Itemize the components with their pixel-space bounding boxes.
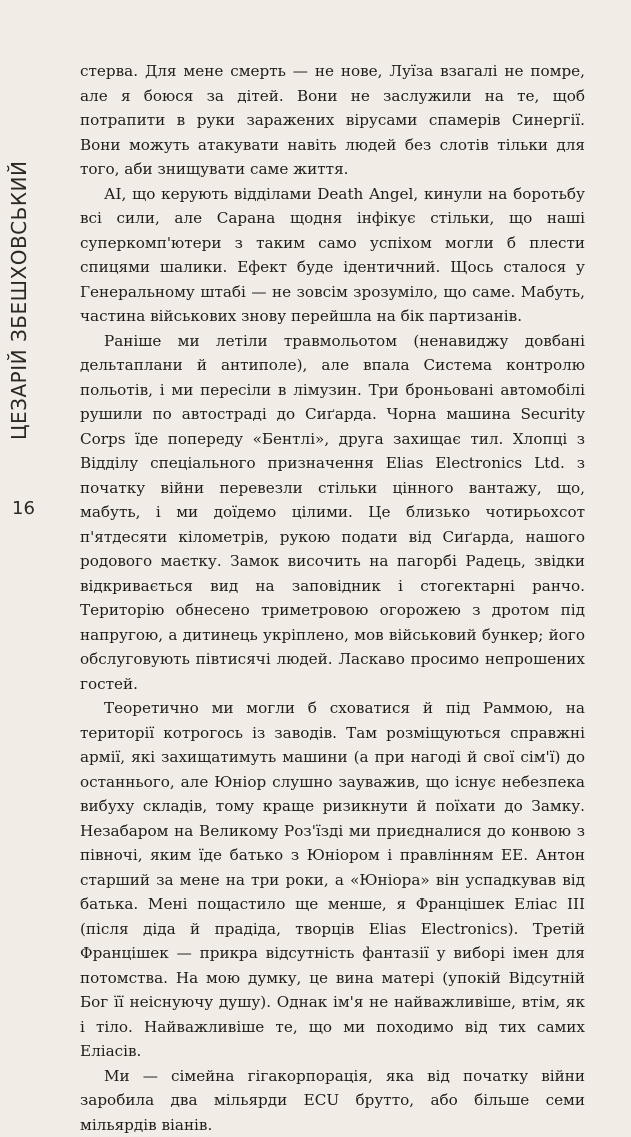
running-head-author: ЦЕЗАРІЙ ЗБЕШХОВСЬКИЙ <box>4 150 34 450</box>
paragraph: Раніше ми летіли травмольотом (ненавиджу довбані дельтаплани й антиполе), але впала Система контролю польотів, і ми пересіли в лімузин. Три броньовані автомобілі рушили по автостраді до Сиґарда. Чорна машина Security Corps їде попереду «Бентлі», друга захищає тил. Хлопці з Відділу спеціального призначення Elias Electronics Ltd. з початку війни перевезли стільки цінного вантажу, що, мабуть, і ми доїдемо цілими. Це близько чотирьохсот п'ятдесяти кілометрів, рукою подати від Сиґарда, нашого родового маєтку. Замок височить на пагорбі Радець, звідки відкривається вид на заповідник і стогектарні ранчо. Територію обнесено триметровою огорожею з дротом під напругою, а дитинець укріплено, мов військовий бункер; його обслуговують півтисячі людей. Ласкаво просимо непрошених гостей. <box>80 329 585 697</box>
paragraph: стерва. Для мене смерть — не нове, Луїза взагалі не помре, але я боюся за дітей. Вони не заслужили на те, щоб потрапити в руки заражених вірусами спамерів Синергії. Вони можуть атакувати навіть людей без слотів тільки для того, аби знищувати саме життя. <box>80 59 585 182</box>
page-number: 16 <box>12 498 35 519</box>
paragraph: Теоретично ми могли б сховатися й під Раммою, на території котрогось із заводів. Там розміщуються справжні армії, які захищатимуть машини (а при нагоді й свої сім'ї) до останнього, але Юніор слушно зауважив, що існує небезпека вибуху складів, тому краще ризикнути й поїхати до Замку. Незабаром на Великому Роз'їзді ми приєдналися до конвою з півночі, яким їде батько з Юніором і правлінням ЕЕ. Антон старший за мене на три роки, а «Юніора» він успадкував від батька. Мені пощастило ще менше, я Францішек Еліас III (після діда й прадіда, творців Elias Electronics). Третій Францішек — прикра відсутність фантазії у виборі імен для потомства. На мою думку, це вина матері (упокій Відсутній Бог її неіснуючу душу). Однак ім'я не найважливіше, втім, як і тіло. Найважливіше те, що ми походимо від тих самих Еліасів. <box>80 696 585 1064</box>
body-text <box>80 59 585 1137</box>
page-margin <box>0 0 50 1000</box>
paragraph: Ми — сімейна гігакорпорація, яка від початку війни заробила два мільярди ECU брутто, або більше семи мільярдів віанів. <box>80 1064 585 1137</box>
paragraph: АІ, що керують відділами Death Angel, кинули на боротьбу всі сили, але Сарана щодня інфікує стільки, що наші суперкомп'ютери з таким само успіхом могли б плести спицями шалики. Ефект буде ідентичний. Щось сталося у Генеральному штабі — не зовсім зрозуміло, що саме. Мабуть, частина військових знову перейшла на бік партизанів. <box>80 182 585 329</box>
